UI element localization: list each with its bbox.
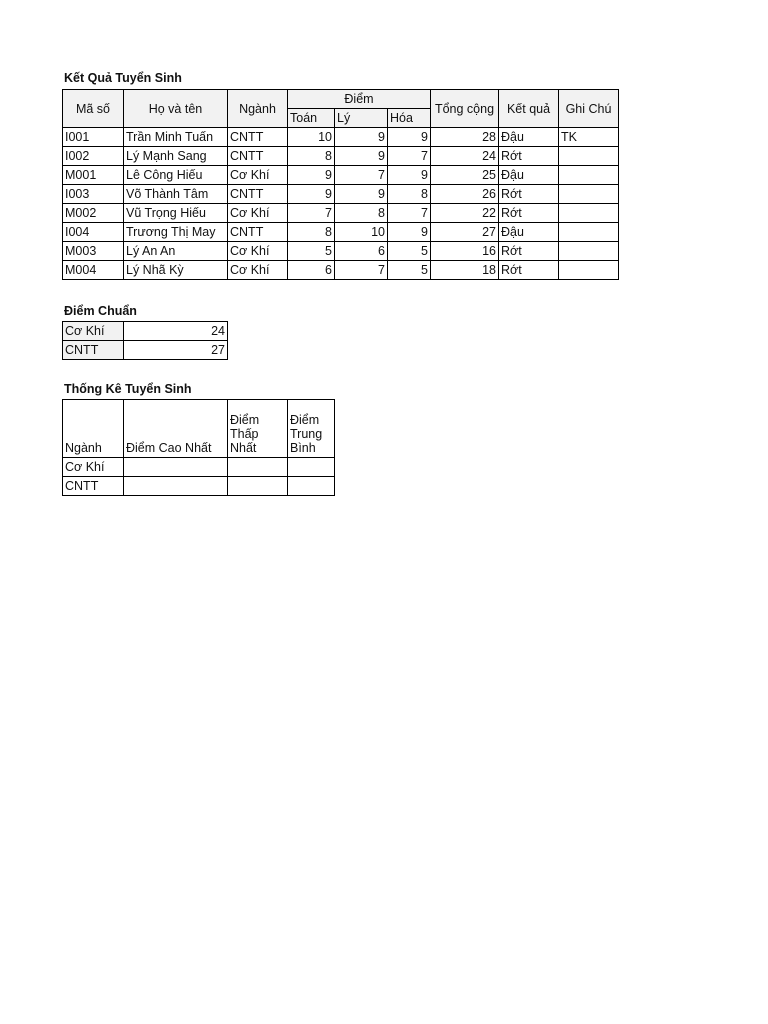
stats-header-major: Ngành bbox=[63, 400, 124, 458]
cell-math: 7 bbox=[288, 204, 335, 223]
cell-total: 18 bbox=[431, 261, 499, 280]
cutoff-score: 27 bbox=[124, 341, 228, 360]
cell-result: Rớt bbox=[499, 204, 559, 223]
cell-total: 28 bbox=[431, 128, 499, 147]
header-physics: Lý bbox=[335, 109, 388, 128]
stats-major: Cơ Khí bbox=[63, 458, 124, 477]
cell-math: 8 bbox=[288, 223, 335, 242]
stats-avg bbox=[288, 458, 335, 477]
cell-physics: 10 bbox=[335, 223, 388, 242]
cell-note: TK bbox=[559, 128, 619, 147]
cell-major: CNTT bbox=[228, 185, 288, 204]
cell-chemistry: 5 bbox=[388, 261, 431, 280]
cell-name: Vũ Trọng Hiếu bbox=[124, 204, 228, 223]
cell-note bbox=[559, 261, 619, 280]
cell-physics: 9 bbox=[335, 147, 388, 166]
stats-avg bbox=[288, 477, 335, 496]
cell-major: Cơ Khí bbox=[228, 242, 288, 261]
cell-note bbox=[559, 185, 619, 204]
cell-physics: 8 bbox=[335, 204, 388, 223]
cell-chemistry: 5 bbox=[388, 242, 431, 261]
cell-total: 27 bbox=[431, 223, 499, 242]
stats-major: CNTT bbox=[63, 477, 124, 496]
cell-name: Lý Nhã Kỳ bbox=[124, 261, 228, 280]
table-row bbox=[63, 147, 619, 166]
cell-name: Trần Minh Tuấn bbox=[124, 128, 228, 147]
stats-body bbox=[63, 458, 335, 496]
cell-result: Rớt bbox=[499, 242, 559, 261]
stats-min bbox=[228, 477, 288, 496]
cell-total: 24 bbox=[431, 147, 499, 166]
cell-total: 22 bbox=[431, 204, 499, 223]
cell-physics: 9 bbox=[335, 128, 388, 147]
cell-chemistry: 9 bbox=[388, 166, 431, 185]
cell-id: M001 bbox=[63, 166, 124, 185]
cell-physics: 9 bbox=[335, 185, 388, 204]
cell-note bbox=[559, 242, 619, 261]
cell-result: Rớt bbox=[499, 147, 559, 166]
stats-max bbox=[124, 458, 228, 477]
cell-id: M003 bbox=[63, 242, 124, 261]
cell-name: Võ Thành Tâm bbox=[124, 185, 228, 204]
results-title: Kết Quả Tuyển Sinh bbox=[64, 71, 182, 85]
table-row bbox=[63, 128, 619, 147]
header-chemistry: Hóa bbox=[388, 109, 431, 128]
cell-name: Lý Mạnh Sang bbox=[124, 147, 228, 166]
header-result: Kết quả bbox=[499, 90, 559, 128]
cell-major: CNTT bbox=[228, 223, 288, 242]
cell-id: I004 bbox=[63, 223, 124, 242]
cell-id: I002 bbox=[63, 147, 124, 166]
cutoff-title: Điểm Chuẩn bbox=[64, 304, 137, 318]
cell-total: 26 bbox=[431, 185, 499, 204]
header-name: Họ và tên bbox=[124, 90, 228, 128]
cell-id: I001 bbox=[63, 128, 124, 147]
stats-max bbox=[124, 477, 228, 496]
cell-note bbox=[559, 223, 619, 242]
cell-id: M004 bbox=[63, 261, 124, 280]
cell-result: Đậu bbox=[499, 223, 559, 242]
table-row bbox=[63, 166, 619, 185]
cell-math: 6 bbox=[288, 261, 335, 280]
table-row bbox=[63, 477, 335, 496]
stats-header-max: Điểm Cao Nhất bbox=[124, 400, 228, 458]
cell-name: Trương Thị May bbox=[124, 223, 228, 242]
table-row bbox=[63, 242, 619, 261]
cutoff-body bbox=[63, 322, 228, 360]
cutoff-score: 24 bbox=[124, 322, 228, 341]
cutoff-table bbox=[62, 321, 228, 360]
cell-note bbox=[559, 147, 619, 166]
cell-physics: 7 bbox=[335, 261, 388, 280]
cell-physics: 7 bbox=[335, 166, 388, 185]
table-row bbox=[63, 223, 619, 242]
stats-title: Thống Kê Tuyển Sinh bbox=[64, 382, 192, 396]
cutoff-major: CNTT bbox=[63, 341, 124, 360]
header-total: Tổng cộng bbox=[431, 90, 499, 128]
header-note: Ghi Chú bbox=[559, 90, 619, 128]
cell-note bbox=[559, 166, 619, 185]
cell-result: Rớt bbox=[499, 185, 559, 204]
results-table bbox=[62, 89, 619, 280]
cell-name: Lý An An bbox=[124, 242, 228, 261]
header-math: Toán bbox=[288, 109, 335, 128]
cell-result: Đậu bbox=[499, 128, 559, 147]
stats-table bbox=[62, 399, 335, 496]
cell-chemistry: 7 bbox=[388, 147, 431, 166]
cell-math: 8 bbox=[288, 147, 335, 166]
header-major: Ngành bbox=[228, 90, 288, 128]
cell-math: 10 bbox=[288, 128, 335, 147]
cell-math: 9 bbox=[288, 185, 335, 204]
table-row bbox=[63, 341, 228, 360]
table-row bbox=[63, 185, 619, 204]
cell-id: M002 bbox=[63, 204, 124, 223]
cell-total: 16 bbox=[431, 242, 499, 261]
cell-total: 25 bbox=[431, 166, 499, 185]
table-row bbox=[63, 261, 619, 280]
cell-id: I003 bbox=[63, 185, 124, 204]
table-row bbox=[63, 322, 228, 341]
stats-header-min: Điểm Thấp Nhất bbox=[228, 400, 288, 458]
header-id: Mã số bbox=[63, 90, 124, 128]
table-row bbox=[63, 204, 619, 223]
cell-math: 5 bbox=[288, 242, 335, 261]
cell-major: Cơ Khí bbox=[228, 204, 288, 223]
stats-min bbox=[228, 458, 288, 477]
cell-note bbox=[559, 204, 619, 223]
cell-chemistry: 7 bbox=[388, 204, 431, 223]
table-row bbox=[63, 458, 335, 477]
cell-result: Đậu bbox=[499, 166, 559, 185]
cutoff-major: Cơ Khí bbox=[63, 322, 124, 341]
cell-result: Rớt bbox=[499, 261, 559, 280]
cell-name: Lê Công Hiếu bbox=[124, 166, 228, 185]
header-score: Điểm bbox=[288, 90, 431, 109]
cell-chemistry: 8 bbox=[388, 185, 431, 204]
cell-chemistry: 9 bbox=[388, 128, 431, 147]
stats-header-avg: Điểm Trung Bình bbox=[288, 400, 335, 458]
cell-chemistry: 9 bbox=[388, 223, 431, 242]
cell-math: 9 bbox=[288, 166, 335, 185]
cell-major: Cơ Khí bbox=[228, 166, 288, 185]
cell-physics: 6 bbox=[335, 242, 388, 261]
results-body bbox=[63, 128, 619, 280]
cell-major: Cơ Khí bbox=[228, 261, 288, 280]
cell-major: CNTT bbox=[228, 147, 288, 166]
cell-major: CNTT bbox=[228, 128, 288, 147]
